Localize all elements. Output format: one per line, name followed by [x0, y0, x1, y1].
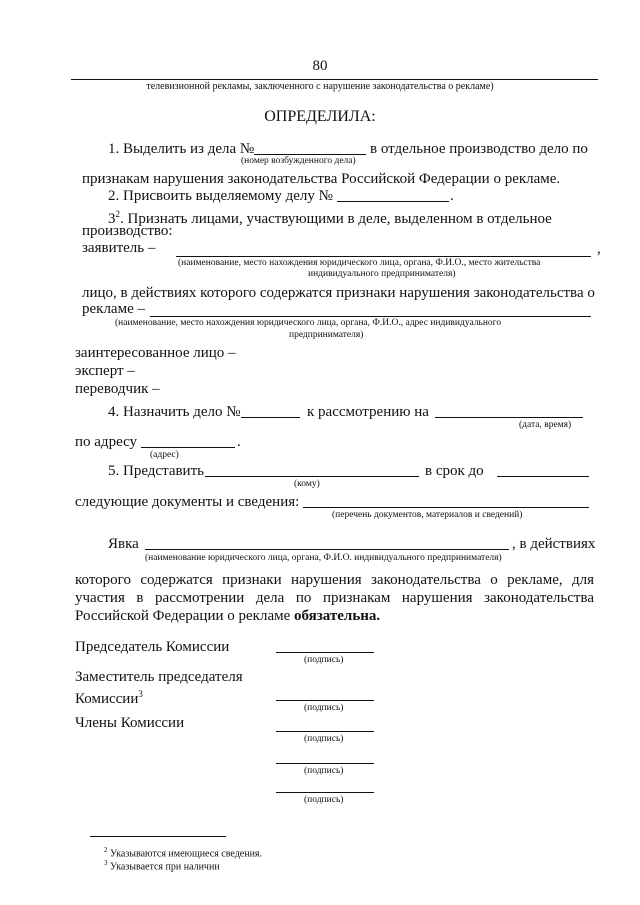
violator-line-1: лицо, в действиях которого содержатся признаки нарушения законодательства о: [82, 285, 595, 301]
item-3-line-2: производство:: [82, 223, 173, 239]
documents-line: [303, 507, 589, 508]
violator-caption-1: (наименование, место нахождения юридического лица, органа, Ф.И.О., адрес индивидуального: [115, 318, 502, 328]
appearance-line: [145, 549, 509, 550]
hearing-datetime-caption: (дата, время): [519, 420, 572, 430]
item-3-text: . Признать лицами, участвующими в деле, выделенном в отдельное: [120, 211, 552, 227]
applicant-label: заявитель –: [82, 240, 156, 256]
deputy-signature-line: [276, 700, 374, 701]
violator-input-line: [150, 316, 591, 317]
deputy-label-line-1: Заместитель председателя: [75, 669, 243, 685]
address-caption: (адрес): [150, 450, 179, 460]
deputy-signature-caption: (подпись): [304, 703, 344, 713]
footnote-2: [104, 846, 262, 859]
documents-caption: (перечень документов, материалов и сведений): [332, 510, 523, 520]
hearing-case-number-line: [241, 417, 300, 418]
applicant-comma: ,: [597, 241, 601, 257]
translator-label: переводчик –: [75, 381, 160, 397]
member-1-signature-caption: (подпись): [304, 734, 344, 744]
case-number-line: [254, 154, 366, 155]
item-1-line-2: признакам нарушения законодательства Российской Федерации о рекламе.: [82, 171, 561, 187]
member-2-signature-caption: (подпись): [304, 766, 344, 776]
appearance-label: Явка: [108, 536, 139, 552]
item-5-mid: в срок до: [425, 463, 484, 479]
item-3-number: 3: [108, 211, 116, 227]
applicant-caption-2: индивидуального предпринимателя): [308, 269, 456, 279]
footnote-3-text: Указывается при наличии: [107, 861, 220, 873]
members-label: Члены Комиссии: [75, 715, 185, 731]
deadline-line: [497, 476, 589, 477]
case-number-caption: (номер возбужденного дела): [241, 156, 356, 166]
recipient-caption: (кому): [294, 479, 320, 489]
appearance-line-4: [75, 607, 380, 625]
expert-label: эксперт –: [75, 363, 135, 379]
violator-caption-2: предпринимателя): [289, 330, 364, 340]
appearance-end: , в действиях: [512, 536, 596, 552]
deputy-label-line-2: [75, 685, 143, 708]
member-1-signature-line: [276, 731, 374, 732]
hearing-datetime-line: [435, 417, 583, 418]
item-1-start: 1. Выделить из дела №: [108, 141, 255, 157]
item-4-start: 4. Назначить дело №: [108, 404, 241, 420]
item-5-start: 5. Представить: [108, 463, 204, 479]
address-line: [141, 447, 235, 448]
applicant-line: [176, 256, 591, 257]
appearance-line-3: участия в рассмотрении дела по признакам нарушения законодательства: [75, 590, 594, 606]
mandatory-word: обязательна.: [294, 608, 381, 624]
item-1-end: в отдельное производство дело по: [370, 141, 588, 157]
footnote-2-mark: 2: [104, 846, 108, 854]
header-continuation: телевизионной рекламы, заключенного с нарушение законодательства о рекламе): [146, 81, 494, 92]
member-3-signature-line: [276, 792, 374, 793]
footnote-3-mark: 3: [104, 859, 108, 867]
item-3-line-1: [108, 205, 552, 228]
footnote-separator: [90, 836, 226, 837]
header-rule: [71, 79, 598, 80]
footnote-2-ref: 2: [115, 209, 120, 219]
recipient-line: [205, 476, 419, 477]
item-2-start: 2. Присвоить выделяемому делу №: [108, 188, 333, 204]
footnote-2-text: Указываются имеющиеся сведения.: [107, 848, 263, 860]
new-case-number-line: [337, 201, 449, 202]
deputy-label-text: Комиссии: [75, 691, 139, 707]
item-4-mid: к рассмотрению на: [307, 404, 429, 420]
chairman-label: Председатель Комиссии: [75, 639, 230, 655]
footnote-3-ref: 3: [138, 689, 143, 699]
interested-party-label: заинтересованное лицо –: [75, 345, 236, 361]
documents-label: следующие документы и сведения:: [75, 494, 300, 510]
decision-heading: ОПРЕДЕЛИЛА:: [264, 108, 376, 125]
chairman-signature-line: [276, 652, 374, 653]
appearance-caption: (наименование юридического лица, органа, Ф.И.О. индивидуального предпринимателя): [145, 553, 502, 563]
item-2-end: .: [450, 188, 454, 204]
page-number: 80: [312, 58, 328, 74]
applicant-caption-1: (наименование, место нахождения юридического лица, органа, Ф.И.О., место жительства: [178, 258, 541, 268]
member-2-signature-line: [276, 763, 374, 764]
appearance-line-4-text: Российской Федерации о рекламе: [75, 608, 295, 624]
address-end: .: [237, 434, 241, 450]
address-label: по адресу: [75, 434, 138, 450]
footnote-3: [104, 859, 220, 872]
violator-line-2: рекламе –: [82, 301, 145, 317]
chairman-signature-caption: (подпись): [304, 655, 344, 665]
appearance-line-2: которого содержатся признаки нарушения законодательства о рекламе, для: [75, 572, 594, 588]
member-3-signature-caption: (подпись): [304, 795, 344, 805]
